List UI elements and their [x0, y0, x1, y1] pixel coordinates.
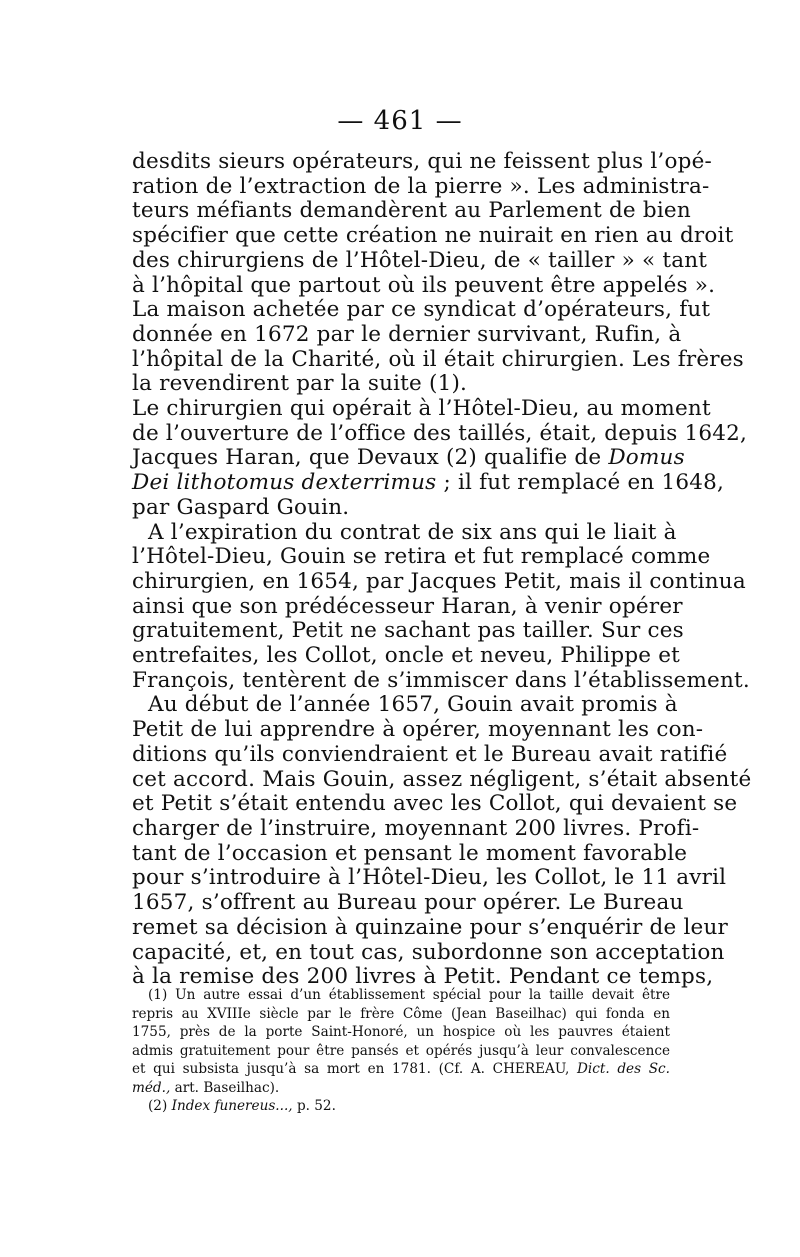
footnote-marker: (2) [148, 1098, 168, 1114]
footnote-segment: et qui subsista jusqu’à sa mort en 1781. (Cf. A. CHEREAU, [132, 1061, 570, 1077]
footnotes [132, 986, 670, 1116]
text-line: des chirurgiens de l’Hôtel-Dieu, de « tailler » « tant [132, 247, 708, 273]
footnote-line: 1755, près de la porte Saint-Honoré, un hospice où les pauvres étaient [132, 1024, 670, 1040]
body-text [132, 149, 752, 990]
text-line: cet accord. Mais Gouin, assez négligent, s’était absenté [132, 766, 752, 792]
text-line: desdits sieurs opérateurs, qui ne feissent plus l’opé- [132, 149, 712, 174]
text-line: l’hôpital de la Charité, où il était chirurgien. Les frères [132, 346, 744, 372]
text-line: pour s’introduire à l’Hôtel-Dieu, les Collot, le 11 avril [132, 865, 727, 891]
text-line: et Petit s’était entendu avec les Collot, qui devaient se [132, 791, 738, 817]
text-line: ration de l’extraction de la pierre ». Les administra- [132, 173, 710, 199]
footnote-segment: art. Baseilhac). [174, 1079, 280, 1096]
text-line: de l’ouverture de l’office des taillés, était, depuis 1642, [132, 420, 748, 446]
text-line: charger de l’instruire, moyennant 200 livres. Profi- [132, 815, 700, 841]
footnote-line: repris au XVIIIe siècle par le frère Côme (Jean Baseilhac) qui fonda en [132, 1005, 670, 1022]
footnote-line [132, 1079, 670, 1098]
text-line: entrefaites, les Collot, oncle et neveu, Philippe et [132, 643, 681, 669]
text-line-with-italic [132, 470, 725, 496]
text-line: à l’hôpital que partout où ils peuvent être appelés ». [132, 272, 716, 298]
text-line: La maison achetée par ce syndicat d’opérateurs, fut [132, 297, 711, 323]
text-line: spécifier que cette création ne nuirait en rien au droit [132, 223, 734, 249]
text-line: ainsi que son prédécesseur Haran, à venir opérer [132, 593, 683, 619]
text-line-with-italic [132, 445, 685, 471]
text-line: par Gaspard Gouin. [132, 494, 350, 520]
text-line: ditions qu’ils conviendraient et le Bureau avait ratifié [132, 741, 728, 767]
text-line: François, tentèrent de s’immiscer dans l’établissement. [132, 667, 750, 693]
text-line: Petit de lui apprendre à opérer, moyennant les con- [132, 717, 704, 743]
text-segment: ; il fut remplacé en 1648, [443, 470, 725, 496]
text-line: chirurgien, en 1654, par Jacques Petit, mais il continua [132, 568, 746, 594]
italic-term: Domus [608, 445, 685, 471]
text-line: A l’expiration du contrat de six ans qui le liait à [148, 519, 677, 545]
text-line: remet sa décision à quinzaine pour s’enquérir de leur [132, 914, 728, 940]
page-number: — 461 — [337, 106, 463, 136]
text-line: tant de l’occasion et pensant le moment favorable [132, 840, 688, 866]
text-line: capacité, et, en tout cas, subordonne son acceptation [132, 939, 725, 965]
footnote-line: (1) Un autre essai d’un établissement spécial pour la taille devait être [148, 987, 670, 1003]
footnote-italic: Dict. des Sc. [577, 1061, 670, 1077]
footnote-line [132, 1060, 670, 1079]
text-line: teurs méfiants demandèrent au Parlement de bien [132, 198, 691, 224]
text-line: à la remise des 200 livres à Petit. Pendant ce temps, [132, 964, 714, 990]
footnote-italic: Index funereus..., [171, 1098, 293, 1114]
footnote-segment: p. 52. [296, 1098, 336, 1114]
text-line: Au début de l’année 1657, Gouin avait promis à [148, 692, 678, 718]
text-line: l’Hôtel-Dieu, Gouin se retira et fut remplacé comme [132, 544, 711, 570]
text-segment: Jacques Haran, que Devaux (2) qualifie de [132, 445, 602, 471]
text-line: gratuitement, Petit ne sachant pas tailler. Sur ces [132, 618, 684, 644]
footnote-line [132, 1097, 670, 1116]
footnote-italic: méd., [132, 1079, 171, 1096]
text-line: la revendirent par la suite (1). [132, 371, 468, 397]
text-line: 1657, s’offrent au Bureau pour opérer. Le Bureau [132, 890, 684, 916]
footnote-line: admis gratuitement pour être pansés et opérés jusqu’à leur convalescence [132, 1042, 670, 1059]
text-line: Le chirurgien qui opérait à l’Hôtel-Dieu, au moment [132, 396, 711, 422]
text-line: donnée en 1672 par le dernier survivant, Rufin, à [132, 321, 682, 347]
italic-term: Dei lithotomus dexterrimus [132, 470, 437, 496]
